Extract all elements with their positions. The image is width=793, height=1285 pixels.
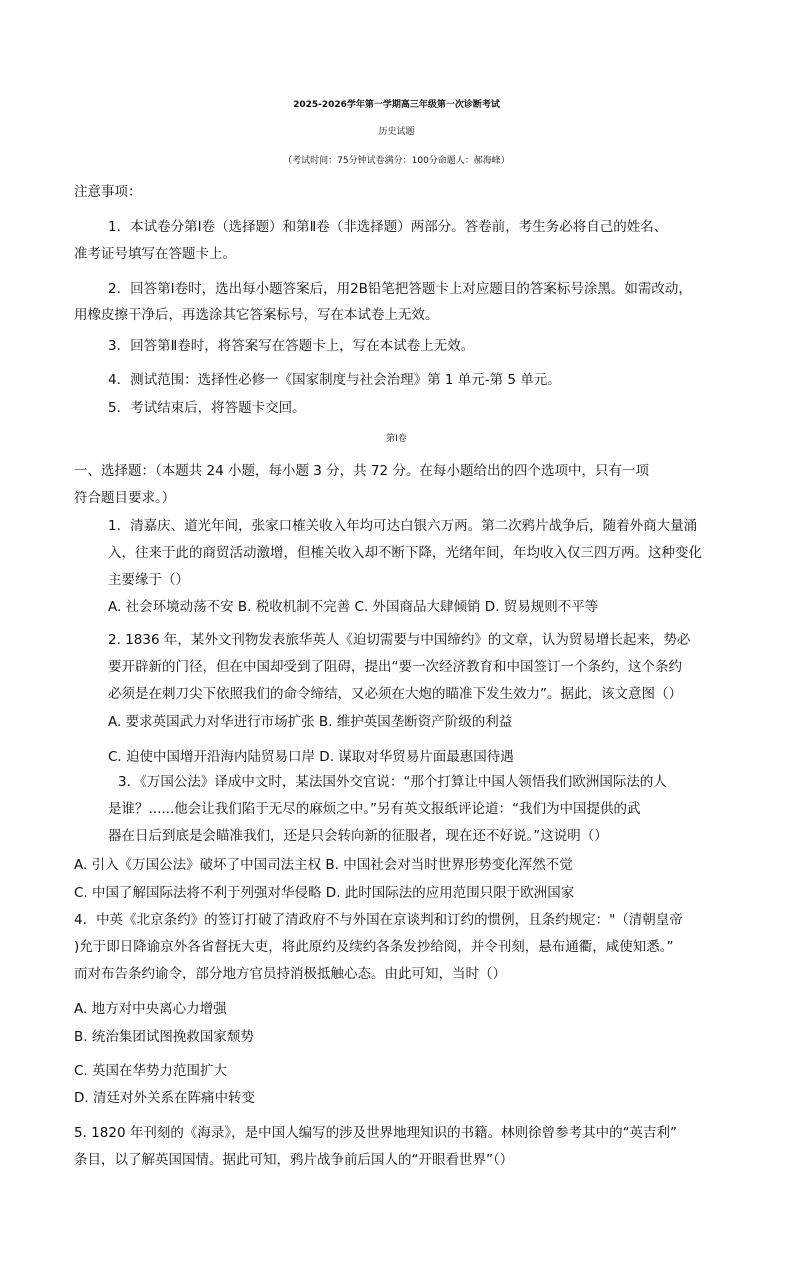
note-line: 1．本试卷分第Ⅰ卷（选择题）和第Ⅱ卷（非选择题）两部分。答卷前，考生务必将自己的姓名、: [108, 219, 668, 235]
note-line: 2．回答第Ⅰ卷时，选出每小题答案后，用2B铅笔把答题卡上对应题目的答案标号涂黑。如需改动，: [108, 281, 692, 297]
note-line: 3．回答第Ⅱ卷时，将答案写在答题卡上，写在本试卷上无效。: [108, 338, 475, 354]
question-stem-line: 5. 1820 年刊刻的《海录》，是中国人编写的涉及世界地理知识的书籍。林则徐曾参考其中的“英吉利”: [74, 1125, 678, 1141]
exam-subject: 历史试题: [378, 127, 415, 137]
note-line: 准考证号填写在答题卡上。: [74, 246, 236, 262]
question-option: C. 英国在华势力范围扩大: [74, 1063, 228, 1079]
question-option: A. 地方对中央离心力增强: [74, 1001, 227, 1017]
question-stem-line: 3．《万国公法》译成中文时，某法国外交官说：“那个打算让中国人领悟我们欧洲国际法的人: [118, 774, 667, 790]
question-stem-line: 器在日后到底是会瞄准我们，还是只会转向新的征服者，现在还不好说。”这说明（）: [108, 828, 608, 844]
question-stem-line: 2. 1836 年，某外文刊物发表旅华英人《迫切需要与中国缔约》的文章，认为贸易增长起来，势必: [108, 632, 691, 648]
exam-info: （考试时间：75分钟试卷满分：100分命题人：郝海峰）: [283, 156, 510, 166]
question-options: A. 要求英国武力对华进行市场扩张 B. 维护英国垄断资产阶级的利益: [108, 714, 513, 730]
question-stem-line: 是谁？......他会让我们陷于无尽的麻烦之中。”另有英文报纸评论道：“我们为中国提供的武: [108, 801, 641, 817]
question-options: C. 中国了解国际法将不利于列强对华侵略 D. 此时国际法的应用范围只限于欧洲国家: [74, 885, 575, 901]
notes-heading: 注意事项：: [74, 184, 142, 200]
exam-title: 2025-2026学年第一学期高三年级第一次诊断考试: [293, 100, 500, 110]
question-stem-line: 条目，以了解英国国情。据此可知，鸦片战争前后国人的“开眼看世界”（）: [74, 1152, 514, 1168]
question-option: D. 清廷对外关系在阵痛中转变: [74, 1090, 255, 1106]
question-stem-line: 要开辟新的门径，但在中国却受到了阻碍，提出“要一次经济教育和中国签订一个条约，这个条约: [108, 659, 682, 675]
question-options: A. 引入《万国公法》破坏了中国司法主权 B. 中国社会对当时世界形势变化浑然不觉: [74, 857, 573, 873]
question-stem-line: 1．清嘉庆、道光年间，张家口榷关收入年均可达白银六万两。第二次鸦片战争后，随着外商大量涌: [108, 518, 698, 534]
question-stem-line: )允于即日降谕京外各省督抚大吏，将此原约及续约各条发抄给阅，并令刊刻，悬布通衢，咸使知悉。”: [74, 939, 674, 955]
note-line: 用橡皮擦干净后，再选涂其它答案标号，写在本试卷上无效。: [74, 307, 439, 323]
section-title: 第Ⅰ卷: [386, 434, 407, 444]
question-stem-line: 而对布告条约谕令，部分地方官员持消极抵触心态。由此可知，当时（）: [74, 966, 506, 982]
question-stem-line: 必须是在刺刀尖下依照我们的命令缔结，又必须在大炮的瞄准下发生效力”。据此，该文意图（）: [108, 686, 682, 702]
question-stem-line: 主要缘于（）: [108, 572, 189, 588]
question-stem-line: 4．中英《北京条约》的签订打破了清政府不与外国在京谈判和订约的惯例，且条约规定："（清朝皇帝: [74, 912, 683, 928]
question-stem-line: 入，往来于此的商贸活动激增，但榷关收入却不断下降，光绪年间，年均收入仅三四万两。这种变化: [108, 545, 702, 561]
question-options: C. 迫使中国增开沿海内陆贸易口岸 D. 谋取对华贸易片面最惠国待遇: [108, 749, 514, 765]
note-line: 4．测试范围：选择性必修一《国家制度与社会治理》第 1 单元-第 5 单元。: [108, 372, 561, 388]
question-option: B. 统治集团试图挽救国家颓势: [74, 1029, 254, 1045]
question-options: A. 社会环境动荡不安 B. 税收机制不完善 C. 外国商品大肆倾销 D. 贸易规则不平等: [108, 599, 599, 615]
note-line: 5．考试结束后，将答题卡交回。: [108, 400, 306, 416]
section-intro: 一、选择题：（本题共 24 小题，每小题 3 分，共 72 分。在每小题给出的四个选项中，只有一项: [74, 463, 649, 479]
section-intro: 符合题目要求。）: [74, 490, 176, 506]
